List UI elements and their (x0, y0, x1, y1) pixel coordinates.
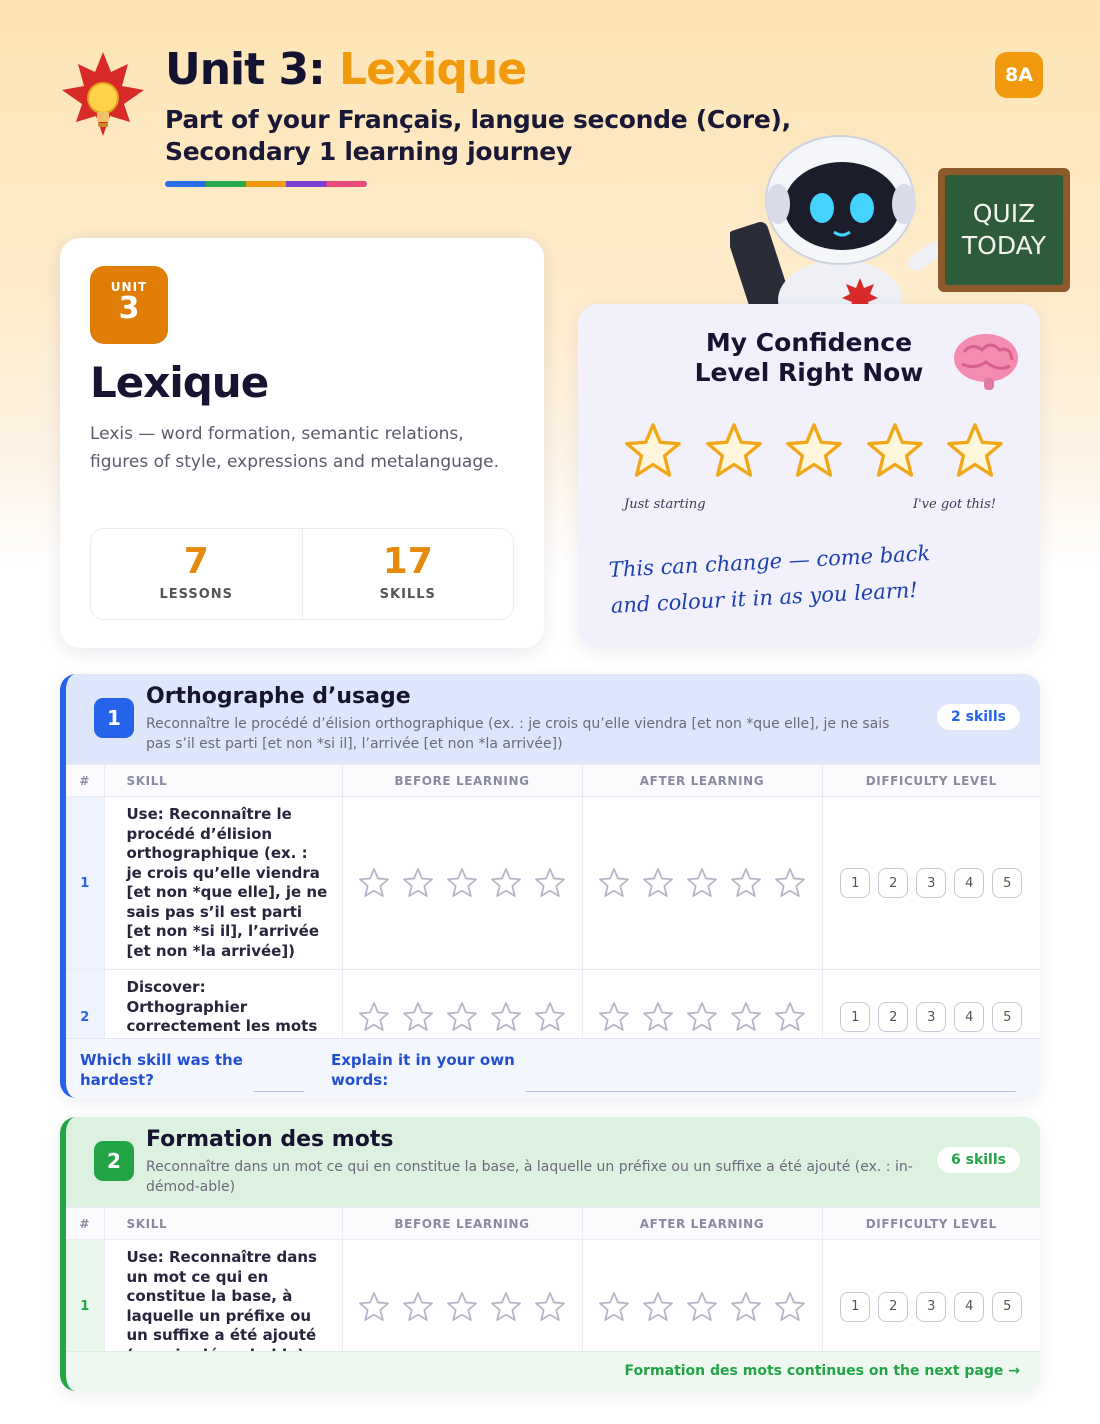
star-icon[interactable] (534, 1291, 566, 1323)
star-icon[interactable] (402, 1001, 434, 1033)
after-star-rating[interactable] (583, 1291, 822, 1323)
answer-line-explain[interactable] (526, 1091, 1016, 1092)
skill-text: Use: Reconnaître le procédé d’élision orthographique (ex. : je crois qu’elle viendra [et non *que elle], je ne sais pas s’il est parti [et non *si il], l’arrivée [et non *la arrivée]) (104, 797, 342, 970)
page-title (165, 44, 526, 95)
skill-text: Use: Reconnaître dans un mot ce qui en constitue la base, à laquelle un préfixe ou un suffixe a été ajouté (104, 1240, 342, 1374)
col-header-before: BEFORE LEARNING (342, 765, 582, 797)
col-header-after: AFTER LEARNING (582, 765, 822, 797)
difficulty-selector[interactable] (823, 868, 1041, 898)
section-orthographe (60, 674, 1040, 1098)
answer-line-hardest[interactable] (254, 1091, 304, 1092)
before-rating-cell (342, 797, 582, 970)
stat-value: 17 (382, 541, 433, 582)
section-number: 1 (94, 698, 134, 738)
board-line-2: TODAY (961, 231, 1047, 260)
grade-badge: 8A (995, 52, 1043, 98)
skills-count-badge: 2 skills (937, 704, 1020, 730)
star-icon[interactable] (446, 1291, 478, 1323)
unit-stats (90, 528, 514, 620)
scale-high-label: I've got this! (912, 497, 996, 512)
unit-prefix: Unit 3: (165, 44, 325, 95)
after-star-rating[interactable] (583, 1001, 822, 1033)
difficulty-selector[interactable] (823, 1002, 1041, 1032)
section-header (66, 1117, 1040, 1207)
skill-text: Discover: Orthographier correctement les mots (104, 970, 342, 1065)
unit-chip-number: 3 (118, 291, 140, 326)
quiz-chalkboard (938, 168, 1070, 292)
unit-name: Lexique (339, 44, 527, 95)
difficulty-cell (822, 797, 1040, 970)
confidence-card (578, 304, 1040, 648)
difficulty-option[interactable]: 1 (840, 868, 870, 898)
col-header-num: # (66, 765, 104, 797)
unit-card-description: Lexis — word formation, semantic relations, figures of style, expressions and metalanguage. (90, 424, 499, 472)
star-icon[interactable] (642, 867, 674, 899)
star-icon[interactable] (402, 1291, 434, 1323)
star-icon[interactable] (686, 1001, 718, 1033)
difficulty-option[interactable]: 1 (840, 1292, 870, 1322)
unit-card-title: Lexique (90, 358, 269, 407)
stat-lessons (91, 529, 302, 619)
continue-note: Formation des mots continues on the next page → (624, 1363, 1020, 1379)
reflection-question-explain: Explain it in your own words: (331, 1051, 515, 1089)
stat-skills (302, 529, 514, 619)
star-icon[interactable] (624, 422, 682, 478)
star-icon[interactable] (598, 867, 630, 899)
star-icon[interactable] (946, 422, 1004, 478)
star-icon[interactable] (358, 1001, 390, 1033)
difficulty-option[interactable]: 5 (992, 1002, 1022, 1032)
difficulty-option[interactable]: 2 (878, 868, 908, 898)
skills-table (66, 764, 1040, 1065)
skills-count-badge: 6 skills (937, 1147, 1020, 1173)
row-number: 1 (66, 797, 104, 970)
star-icon[interactable] (358, 1291, 390, 1323)
col-header-difficulty: DIFFICULTY LEVEL (822, 765, 1040, 797)
col-header-skill: SKILL (104, 1208, 342, 1240)
skills-table (66, 1207, 1040, 1374)
confidence-title-line1: My Confidence (705, 328, 913, 357)
star-icon[interactable] (534, 867, 566, 899)
difficulty-option[interactable]: 3 (916, 868, 946, 898)
star-icon[interactable] (642, 1291, 674, 1323)
star-icon[interactable] (490, 1291, 522, 1323)
row-number: 2 (66, 970, 104, 1065)
before-star-rating[interactable] (343, 1001, 582, 1033)
difficulty-option[interactable]: 3 (916, 1292, 946, 1322)
confidence-star-rating[interactable] (624, 422, 1004, 478)
star-icon[interactable] (534, 1001, 566, 1033)
star-icon[interactable] (490, 1001, 522, 1033)
section-header (66, 674, 1040, 764)
star-icon[interactable] (774, 1291, 806, 1323)
star-icon[interactable] (730, 1291, 762, 1323)
difficulty-selector[interactable] (823, 1292, 1041, 1322)
difficulty-option[interactable]: 5 (992, 1292, 1022, 1322)
before-star-rating[interactable] (343, 1291, 582, 1323)
star-icon[interactable] (686, 1291, 718, 1323)
difficulty-option[interactable]: 3 (916, 1002, 946, 1032)
robot-mascot-illustration (730, 128, 960, 318)
stat-label: SKILLS (379, 587, 436, 602)
col-header-difficulty: DIFFICULTY LEVEL (822, 1208, 1040, 1240)
difficulty-option[interactable]: 5 (992, 868, 1022, 898)
col-header-skill: SKILL (104, 765, 342, 797)
difficulty-option[interactable]: 4 (954, 1002, 984, 1032)
star-icon[interactable] (730, 867, 762, 899)
difficulty-option[interactable]: 4 (954, 868, 984, 898)
page-subtitle: Part of your Français, langue seconde (Core), Secondary 1 learning journey (165, 105, 791, 166)
difficulty-option[interactable]: 2 (878, 1002, 908, 1032)
star-icon[interactable] (642, 1001, 674, 1033)
star-icon[interactable] (730, 1001, 762, 1033)
star-icon[interactable] (785, 422, 843, 478)
col-header-num: # (66, 1208, 104, 1240)
stat-value: 7 (183, 541, 209, 582)
section-title: Formation des mots (146, 1127, 394, 1152)
after-star-rating[interactable] (583, 867, 822, 899)
continue-note-bar (66, 1351, 1040, 1391)
section-description: Reconnaître le procédé d’élision orthographique (ex. : je crois qu’elle viendra [et non *que elle], je ne sais pas s’il est parti [et non *si il], l’arrivée [et non *la arrivée]) (146, 716, 890, 752)
confidence-note: This can change — come back and colour it in as you learn! (608, 541, 931, 618)
reflection-question-hardest: Which skill was the hardest? (80, 1051, 243, 1089)
star-icon[interactable] (446, 867, 478, 899)
row-number: 1 (66, 1240, 104, 1374)
reflection-row (66, 1038, 1040, 1098)
scale-low-label: Just starting (624, 497, 706, 512)
brain-icon (950, 330, 1022, 392)
star-icon[interactable] (774, 1001, 806, 1033)
confidence-title-line2: Level Right Now (694, 358, 924, 387)
star-icon[interactable] (866, 422, 924, 478)
col-header-before: BEFORE LEARNING (342, 1208, 582, 1240)
unit-chip-label: UNIT (110, 280, 148, 294)
board-line-1: QUIZ (972, 199, 1036, 228)
star-icon[interactable] (705, 422, 763, 478)
before-star-rating[interactable] (343, 867, 582, 899)
star-icon[interactable] (446, 1001, 478, 1033)
rainbow-divider (165, 181, 367, 187)
section-title: Orthographe d’usage (146, 684, 411, 709)
maple-leaf-logo-icon (58, 50, 148, 142)
star-icon[interactable] (358, 867, 390, 899)
unit-chip (90, 266, 168, 344)
unit-overview-card (60, 238, 544, 648)
difficulty-option[interactable]: 1 (840, 1002, 870, 1032)
section-number: 2 (94, 1141, 134, 1181)
section-formation-des-mots (60, 1117, 1040, 1391)
star-icon[interactable] (402, 867, 434, 899)
difficulty-option[interactable]: 4 (954, 1292, 984, 1322)
star-icon[interactable] (774, 867, 806, 899)
stat-label: LESSONS (159, 587, 234, 602)
star-icon[interactable] (686, 867, 718, 899)
after-rating-cell (582, 797, 822, 970)
star-icon[interactable] (598, 1001, 630, 1033)
section-description: Reconnaître dans un mot ce qui en constitue la base, à laquelle un préfixe ou un suffixe a été ajouté (ex. : in-démod-able) (146, 1159, 913, 1195)
difficulty-option[interactable]: 2 (878, 1292, 908, 1322)
star-icon[interactable] (490, 867, 522, 899)
col-header-after: AFTER LEARNING (582, 1208, 822, 1240)
star-icon[interactable] (598, 1291, 630, 1323)
table-row (66, 797, 1040, 970)
